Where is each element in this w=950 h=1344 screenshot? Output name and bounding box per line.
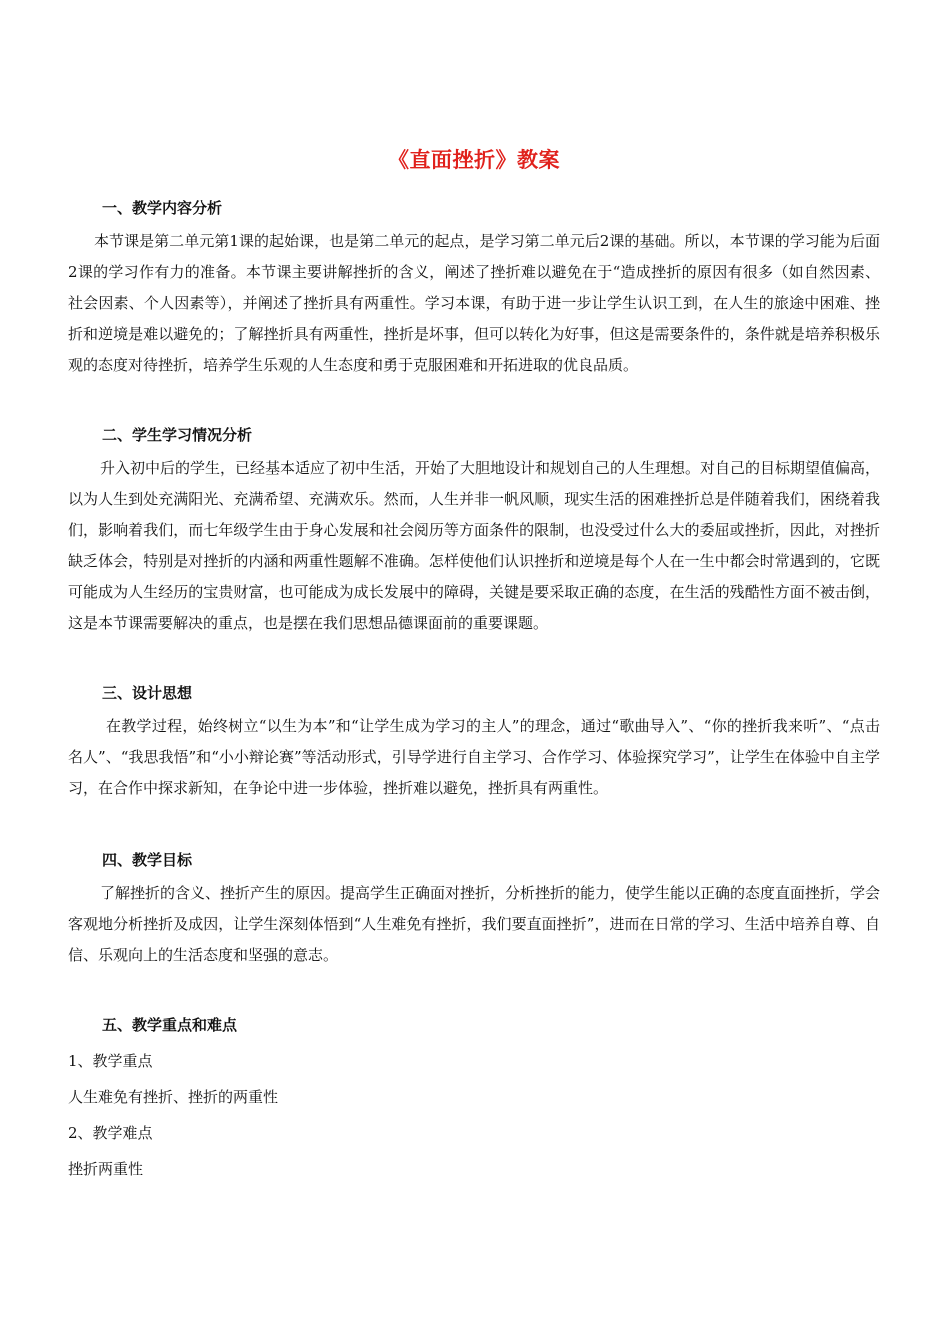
- difficulty-text: 挫折两重性: [68, 1160, 144, 1178]
- section-heading: 一、教学内容分析: [102, 199, 223, 217]
- section-body: 在教学过程，始终树立“以生为本”和“让学生成为学习的主人”的理念，通过“歌曲导入”、“你的挫折我来听”、“点击名人”、“我思我悟”和“小小辩论赛”等活动形式，引导学进行自主学习、合作学习、体验探究学习”，让学生在体验中自主学习，在合作中探求新知，在争论中进一步体验，挫折难以避免，挫折具有两重性。: [68, 717, 880, 797]
- section-key-points: [68, 1014, 880, 1180]
- section-teaching-goals: [68, 849, 880, 971]
- section-heading: 三、设计思想: [102, 684, 193, 702]
- section-heading: 二、学生学习情况分析: [102, 426, 253, 444]
- document-title: 《直面挫折》教案: [388, 147, 560, 172]
- section-student-analysis: [68, 424, 880, 639]
- document-page: [68, 145, 880, 1194]
- section-heading: 四、教学目标: [102, 851, 193, 869]
- key-point-label: 1、教学重点: [68, 1052, 153, 1070]
- key-point-text: 人生难免有挫折、挫折的两重性: [68, 1088, 279, 1106]
- section-heading: 五、教学重点和难点: [102, 1016, 238, 1034]
- section-body: 升入初中后的学生，已经基本适应了初中生活，开始了大胆地设计和规划自己的人生理想。对自己的目标期望值偏高，以为人生到处充满阳光、充满希望、充满欢乐。然而，人生并非一帆风顺，现实生活的困难挫折总是伴随着我们，困绕着我们，影响着我们，而七年级学生由于身心发展和社会阅历等方面条件的限制，也没受过什么大的委屈或挫折，因此，对挫折缺乏体会，特别是对挫折的内涵和两重性题解不准确。怎样使他们认识挫折和逆境是每个人在一生中都会时常遇到的，它既可能成为人生经历的宝贵财富，也可能成为成长发展中的障碍，关键是要采取正确的态度，在生活的残酷性方面不被击倒，这是本节课需要解决的重点，也是摆在我们思想品德课面前的重要课题。: [68, 459, 881, 632]
- section-content-analysis: [68, 197, 880, 381]
- section-body: 了解挫折的含义、挫折产生的原因。提高学生正确面对挫折，分析挫折的能力，使学生能以正确的态度直面挫折，学会客观地分析挫折及成因，让学生深刻体悟到“人生难免有挫折，我们要直面挫折”，进而在日常的学习、生活中培养自尊、自信、乐观向上的生活态度和坚强的意志。: [68, 884, 881, 964]
- section-body: 本节课是第二单元第1课的起始课，也是第二单元的起点，是学习第二单元后2课的基础。所以，本节课的学习能为后面2课的学习作有力的准备。本节课主要讲解挫折的含义，阐述了挫折难以避免在于“造成挫折的原因有很多（如自然因素、社会因素、个人因素等），并阐述了挫折具有两重性。学习本课，有助于进一步让学生认识工到，在人生的旅途中困难、挫折和逆境是难以避免的；了解挫折具有两重性，挫折是坏事，但可以转化为好事，但这是需要条件的，条件就是培养积极乐观的态度对待挫折，培养学生乐观的人生态度和勇于克服困难和开拓进取的优良品质。: [68, 232, 880, 374]
- section-design-idea: [68, 682, 880, 804]
- difficulty-label: 2、教学难点: [68, 1124, 153, 1142]
